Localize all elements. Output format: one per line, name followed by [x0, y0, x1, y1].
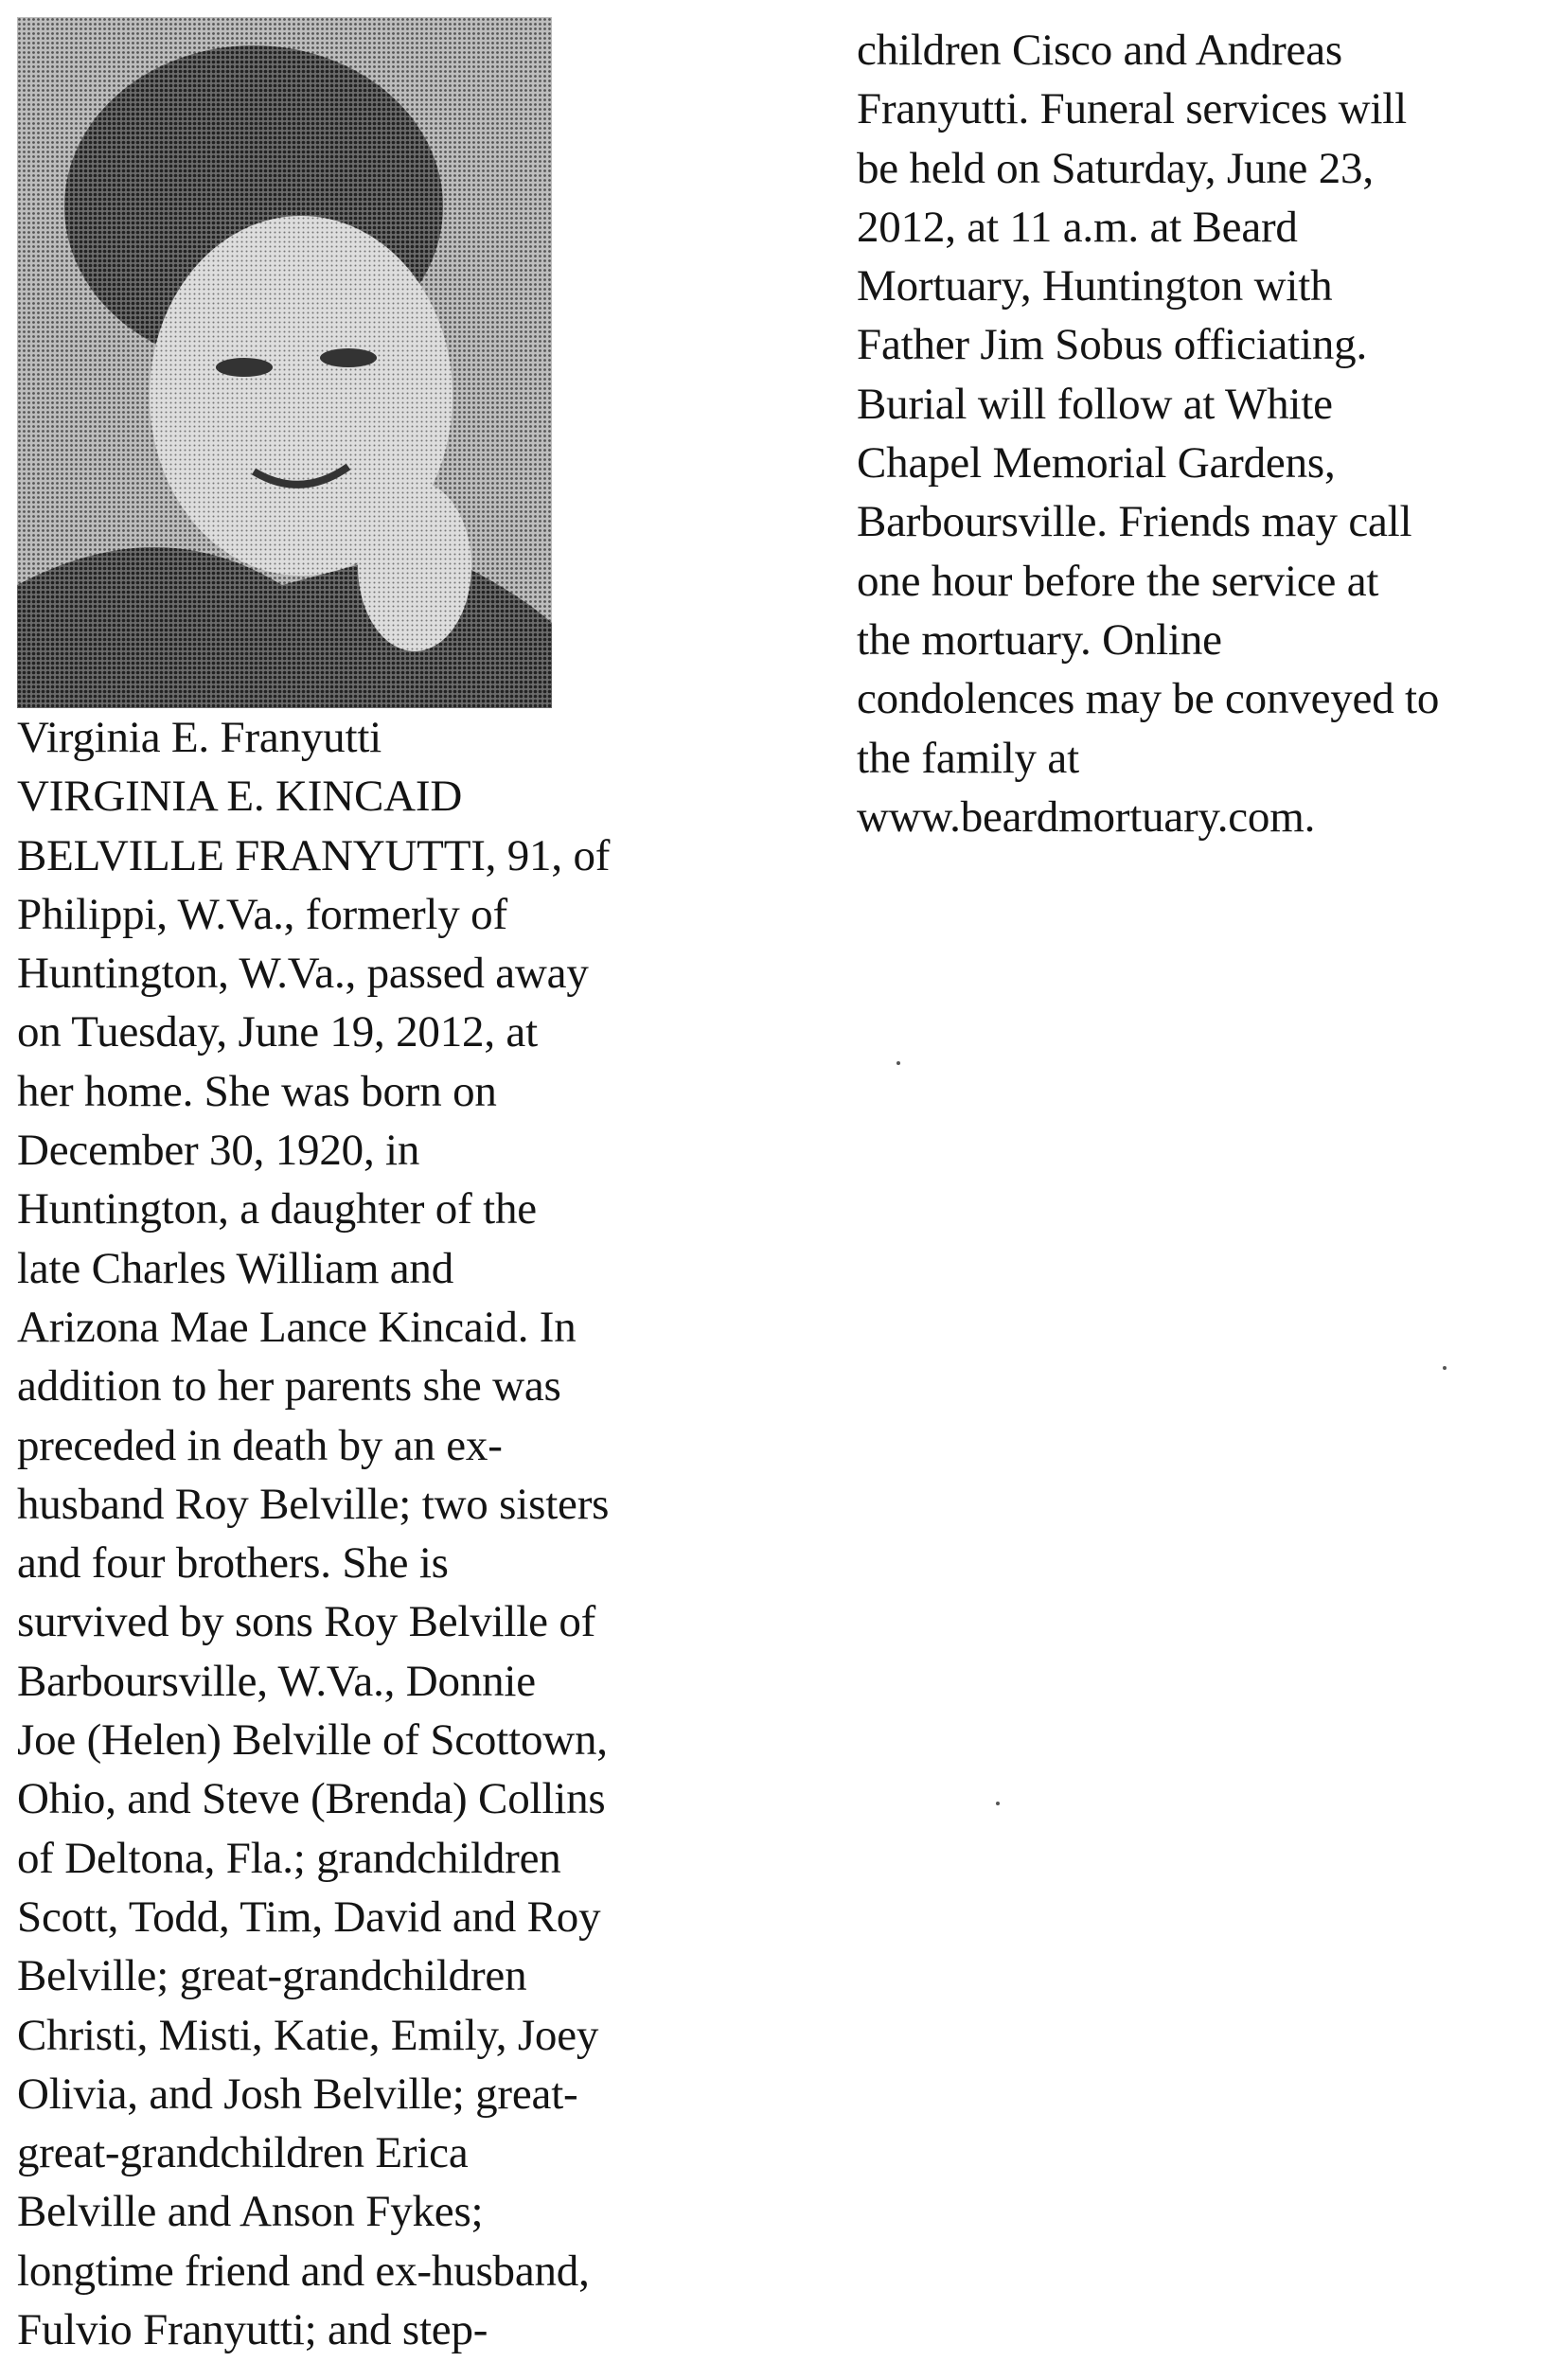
text-line: Virginia E. Franyutti [17, 713, 382, 762]
text-line: 2012, at 11 a.m. at Beard [857, 202, 1298, 252]
text-line: Olivia, and Josh Belville; great- [17, 2069, 578, 2119]
text-line: on Tuesday, June 19, 2012, at [17, 1007, 538, 1057]
text-line: Ohio, and Steve (Brenda) Collins [17, 1774, 606, 1824]
text-line: www.beardmortuary.com. [857, 791, 1316, 842]
text-line: preceded in death by an ex- [17, 1420, 503, 1470]
text-line: Barboursville, W.Va., Donnie [17, 1656, 536, 1706]
scan-speck [996, 1802, 1000, 1805]
text-line: VIRGINIA E. KINCAID [17, 772, 463, 822]
text-line: Father Jim Sobus officiating. [857, 320, 1368, 370]
text-line: Philippi, W.Va., formerly of [17, 889, 507, 939]
text-line: Scott, Todd, Tim, David and Roy [17, 1892, 601, 1942]
text-line: Barboursville. Friends may call [857, 497, 1412, 547]
text-line: husband Roy Belville; two sisters [17, 1479, 610, 1529]
text-line: longtime friend and ex-husband, [17, 2246, 590, 2296]
text-line: children Cisco and Andreas [857, 26, 1342, 75]
text-line: Belville; great-grandchildren [17, 1951, 527, 2001]
text-line: December 30, 1920, in [17, 1126, 420, 1176]
text-line: addition to her parents she was [17, 1361, 561, 1412]
text-line: the family at [857, 733, 1079, 783]
text-line: Chapel Memorial Gardens, [857, 438, 1336, 488]
scan-speck [1443, 1366, 1447, 1370]
text-line: Christi, Misti, Katie, Emily, Joey [17, 2010, 599, 2060]
obituary-column-right [857, 21, 1562, 846]
text-line: Burial will follow at White [857, 379, 1333, 429]
text-line: one hour before the service at [857, 556, 1379, 606]
portrait-photo [17, 17, 552, 708]
obituary-column-left [17, 708, 774, 2359]
text-line: the mortuary. Online [857, 614, 1222, 665]
text-line: Huntington, W.Va., passed away [17, 949, 589, 999]
text-line: be held on Saturday, June 23, [857, 143, 1374, 193]
text-line: survived by sons Roy Belville of [17, 1597, 596, 1647]
text-line: of Deltona, Fla.; grandchildren [17, 1833, 561, 1883]
text-line: Mortuary, Huntington with [857, 261, 1333, 311]
text-line: Arizona Mae Lance Kincaid. In [17, 1302, 577, 1352]
text-line: Belville and Anson Fykes; [17, 2187, 484, 2237]
text-line: Huntington, a daughter of the [17, 1184, 537, 1234]
text-line: condolences may be conveyed to [857, 674, 1440, 724]
text-line: late Charles William and [17, 1243, 454, 1293]
text-line: her home. She was born on [17, 1066, 497, 1116]
text-line: Fulvio Franyutti; and step- [17, 2305, 488, 2355]
text-line: BELVILLE FRANYUTTI, 91, of [17, 830, 611, 880]
text-line: Franyutti. Funeral services will [857, 84, 1407, 134]
text-line: and four brothers. She is [17, 1538, 449, 1589]
scan-speck [896, 1061, 900, 1065]
text-line: Joe (Helen) Belville of Scottown, [17, 1715, 608, 1766]
text-line: great-grandchildren Erica [17, 2128, 469, 2178]
